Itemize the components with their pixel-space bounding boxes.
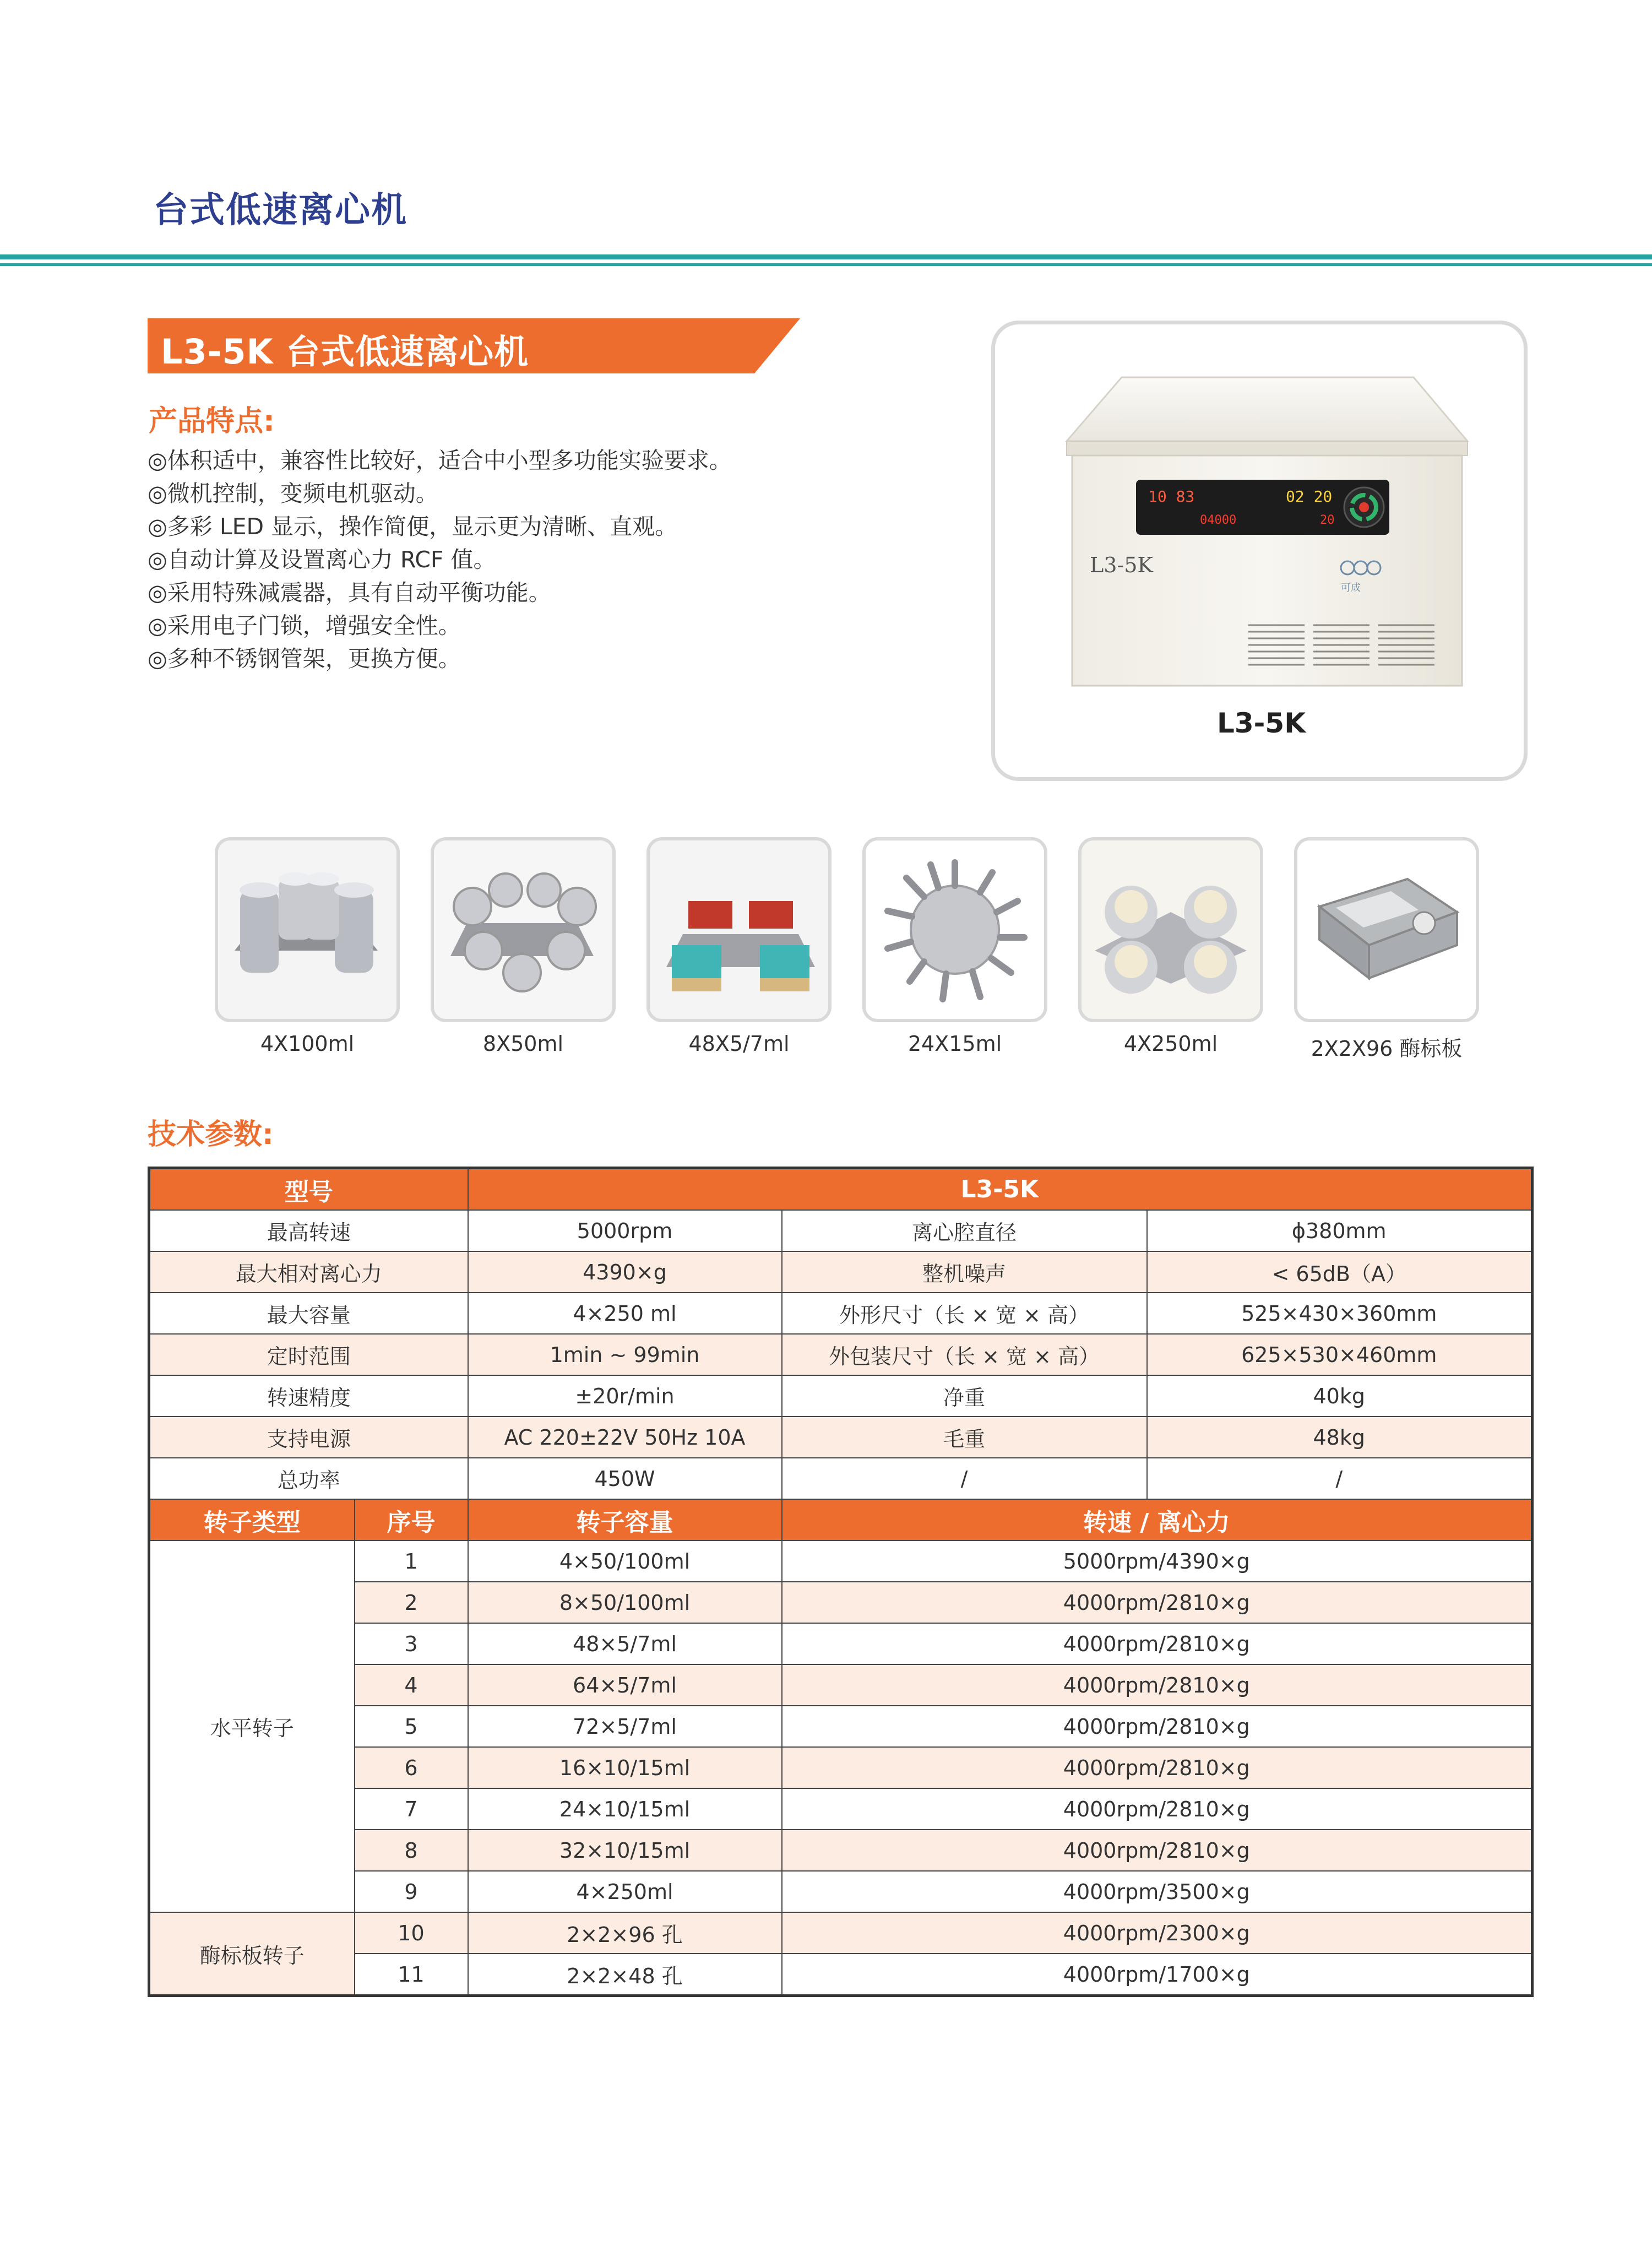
spec-value: ±20r/min (468, 1375, 782, 1417)
rotor-speed: 4000rpm/2810×g (782, 1747, 1533, 1788)
spec-value: ϕ380mm (1147, 1210, 1533, 1251)
table-row (149, 1417, 1533, 1458)
model-value-cell: L3-5K (468, 1168, 1533, 1211)
rotor-no: 3 (355, 1623, 468, 1664)
spec-key: 转速精度 (149, 1375, 468, 1417)
table-row (149, 1912, 1533, 1954)
table-row (149, 1747, 1533, 1788)
rotor-no: 9 (355, 1871, 468, 1912)
rotor-speed: 4000rpm/2810×g (782, 1623, 1533, 1664)
table-row (149, 1210, 1533, 1251)
table-row (149, 1706, 1533, 1747)
feature-item: ◎ 自动计算及设置离心力 RCF 值。 (148, 543, 974, 576)
feature-item: ◎ 多种不锈钢管架，更换方便。 (148, 642, 974, 675)
rotor-4x250ml-image (1082, 840, 1260, 1019)
spec-key: 定时范围 (149, 1334, 468, 1375)
header-rule (0, 254, 1652, 259)
accessory-thumb-8x50ml (431, 837, 616, 1022)
spec-key: 最大容量 (149, 1293, 468, 1334)
rotor-capacity: 24×10/15ml (468, 1788, 782, 1830)
rotor-capacity: 2×2×96 孔 (468, 1912, 782, 1954)
accessory-thumb-48x5-7ml (646, 837, 832, 1022)
rotor-speed: 4000rpm/2810×g (782, 1582, 1533, 1623)
rotor-capacity: 16×10/15ml (468, 1747, 782, 1788)
spec-value: 48kg (1147, 1417, 1533, 1458)
table-header-row (149, 1168, 1533, 1211)
rotor-type-cell: 水平转子 (149, 1540, 355, 1912)
spec-key: 总功率 (149, 1458, 468, 1499)
accessory-label: 2X2X96 酶标板 (1311, 1037, 1463, 1061)
spec-value: 450W (468, 1458, 782, 1499)
feature-item: ◎ 体积适中，兼容性比较好，适合中小型多功能实验要求。 (148, 444, 974, 477)
accessory-label: 24X15ml (907, 1032, 1002, 1056)
rotor-4x100ml-image (218, 840, 396, 1019)
product-banner-title: L3-5K 台式低速离心机 (161, 332, 529, 372)
rotor-speed: 4000rpm/2810×g (782, 1788, 1533, 1830)
brand-mark-text: 可成 (1341, 582, 1361, 594)
table-row (149, 1788, 1533, 1830)
spec-key: 支持电源 (149, 1417, 468, 1458)
accessory-thumb-4x100ml (215, 837, 400, 1022)
spec-key: 净重 (782, 1375, 1147, 1417)
feature-item: ◎ 微机控制，变频电机驱动。 (148, 477, 974, 510)
feature-item: ◎ 多彩 LED 显示，操作简便，显示更为清晰、直观。 (148, 510, 974, 543)
table-row (149, 1251, 1533, 1293)
spec-key: 外形尺寸（长 × 宽 × 高） (782, 1293, 1147, 1334)
page-title: 台式低速离心机 (153, 190, 407, 231)
accessory-thumb-24x15ml (862, 837, 1047, 1022)
rotor-no-header: 序号 (355, 1499, 468, 1540)
model-label-cell: 型号 (149, 1168, 468, 1211)
rotor-capacity: 4×250ml (468, 1871, 782, 1912)
rotor-48x5-7ml-image (650, 840, 828, 1019)
rotor-no: 2 (355, 1582, 468, 1623)
rotor-24x15ml-image (866, 840, 1044, 1019)
rotor-speed: 4000rpm/2300×g (782, 1912, 1533, 1954)
body-model-label: L3-5K (1090, 553, 1153, 577)
spec-value: 5000rpm (468, 1210, 782, 1251)
spec-key: 整机噪声 (782, 1251, 1147, 1293)
accessory-label: 4X250ml (1123, 1032, 1218, 1056)
rotor-capacity: 2×2×48 孔 (468, 1954, 782, 1996)
rotor-speed: 4000rpm/2810×g (782, 1706, 1533, 1747)
spec-value: 4390×g (468, 1251, 782, 1293)
rotor-speed-header: 转速 / 离心力 (782, 1499, 1533, 1540)
rotor-type-header: 转子类型 (149, 1499, 355, 1540)
spec-value: 525×430×360mm (1147, 1293, 1533, 1334)
rotor-no: 1 (355, 1540, 468, 1582)
rotor-8x50ml-image (434, 840, 612, 1019)
header-rule-thin (0, 263, 1652, 266)
accessory-thumb-4x250ml (1078, 837, 1263, 1022)
spec-table (148, 1167, 1534, 1997)
display-right-top: 02 20 (1286, 487, 1333, 506)
display-left-top: 10 83 (1148, 487, 1195, 506)
spec-value: AC 220±22V 50Hz 10A (468, 1417, 782, 1458)
rotor-no: 6 (355, 1747, 468, 1788)
product-photo-caption: L3-5K (1217, 707, 1306, 739)
rotor-no: 11 (355, 1954, 468, 1996)
spec-value: 4×250 ml (468, 1293, 782, 1334)
display-left-bottom: 04000 (1200, 513, 1237, 527)
rotor-microplate-image (1297, 840, 1476, 1019)
rotor-speed: 4000rpm/2810×g (782, 1664, 1533, 1706)
rotor-no: 8 (355, 1830, 468, 1871)
feature-item: ◎ 采用电子门锁，增强安全性。 (148, 609, 974, 642)
table-row (149, 1871, 1533, 1912)
rotor-capacity: 4×50/100ml (468, 1540, 782, 1582)
spec-key: 最高转速 (149, 1210, 468, 1251)
rotor-capacity: 64×5/7ml (468, 1664, 782, 1706)
table-row (149, 1830, 1533, 1871)
rotor-no: 5 (355, 1706, 468, 1747)
spec-key: / (782, 1458, 1147, 1499)
features-list (148, 444, 974, 675)
spec-value: 1min ~ 99min (468, 1334, 782, 1375)
rotor-speed: 4000rpm/3500×g (782, 1871, 1533, 1912)
spec-value: < 65dB（A） (1147, 1251, 1533, 1293)
rotor-capacity-header: 转子容量 (468, 1499, 782, 1540)
spec-key: 最大相对离心力 (149, 1251, 468, 1293)
accessory-label: 4X100ml (260, 1032, 355, 1056)
spec-value: 40kg (1147, 1375, 1533, 1417)
table-row (149, 1293, 1533, 1334)
features-heading: 产品特点: (149, 405, 275, 438)
table-row (149, 1623, 1533, 1664)
accessory-label: 8X50ml (482, 1032, 564, 1056)
spec-key: 离心腔直径 (782, 1210, 1147, 1251)
spec-value: / (1147, 1458, 1533, 1499)
rotor-capacity: 72×5/7ml (468, 1706, 782, 1747)
rotor-no: 7 (355, 1788, 468, 1830)
rotor-capacity: 8×50/100ml (468, 1582, 782, 1623)
rotor-capacity: 48×5/7ml (468, 1623, 782, 1664)
rotor-capacity: 32×10/15ml (468, 1830, 782, 1871)
rotor-no: 10 (355, 1912, 468, 1954)
accessory-label: 48X5/7ml (688, 1032, 790, 1056)
rotor-speed: 4000rpm/2810×g (782, 1830, 1533, 1871)
display-right-bottom: 20 (1320, 513, 1335, 527)
table-row (149, 1375, 1533, 1417)
feature-item: ◎ 采用特殊减震器，具有自动平衡功能。 (148, 576, 974, 609)
tech-heading: 技术参数: (148, 1118, 274, 1151)
rotor-speed: 4000rpm/1700×g (782, 1954, 1533, 1996)
table-row (149, 1334, 1533, 1375)
rotor-no: 4 (355, 1664, 468, 1706)
rotor-speed: 5000rpm/4390×g (782, 1540, 1533, 1582)
spec-key: 外包装尺寸（长 × 宽 × 高） (782, 1334, 1147, 1375)
spec-key: 毛重 (782, 1417, 1147, 1458)
table-row (149, 1458, 1533, 1499)
table-row (149, 1664, 1533, 1706)
spec-value: 625×530×460mm (1147, 1334, 1533, 1375)
accessory-thumb-2x2x96 (1294, 837, 1479, 1022)
table-row (149, 1582, 1533, 1623)
vent-grille (1248, 625, 1434, 665)
rotor-type-cell: 酶标板转子 (149, 1912, 355, 1996)
rotor-header-row (149, 1499, 1533, 1540)
table-row (149, 1540, 1533, 1582)
table-row (149, 1954, 1533, 1996)
